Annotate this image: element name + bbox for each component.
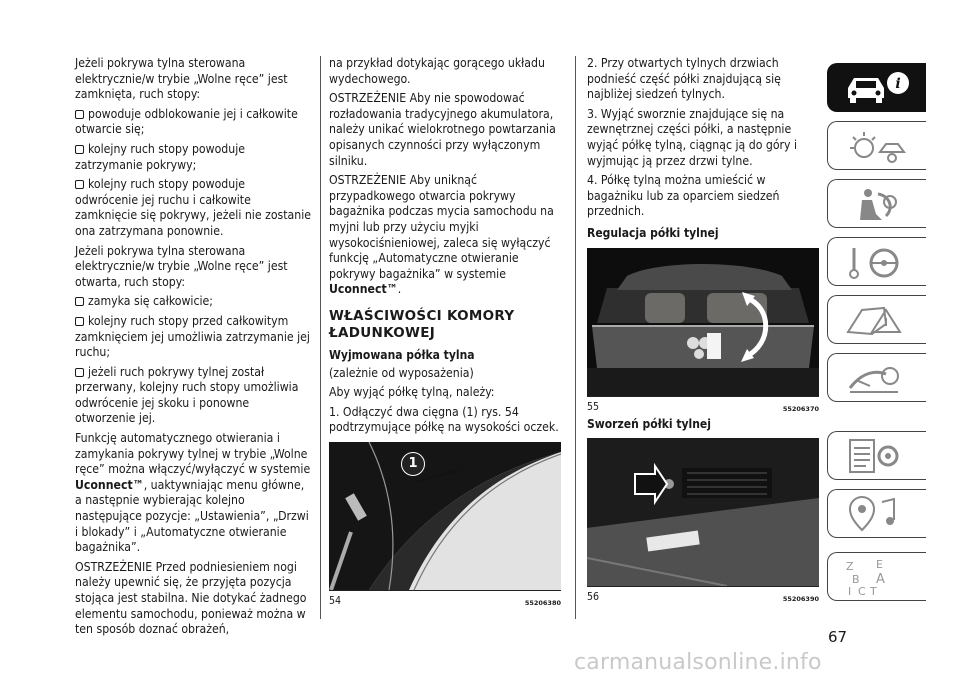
list-item: zamyka się całkowicie;	[75, 294, 311, 310]
paragraph: na przykład dotykając gorącego układu wydechowego.	[329, 56, 545, 86]
alphabetical-index-icon	[842, 557, 912, 597]
figure-caption	[587, 396, 819, 413]
list-item: powoduje odblokowanie jej i całkowite otwarcie się;	[75, 106, 298, 137]
list-item: jeżeli ruch pokrywy tylnej został przerwany, kolejny ruch stopy umożliwia odwrócenie jej skoku i ponowne otworzenie jej.	[75, 364, 299, 426]
chapter-tab-index[interactable]	[827, 552, 926, 601]
callout-badge: 1	[401, 452, 425, 476]
list-item: kolejny ruch stopy przed całkowitym zamknięciem jej umożliwia zatrzymanie jej ruchu;	[75, 313, 310, 360]
figure-caption	[329, 590, 561, 607]
figure-code: 55206370	[782, 404, 819, 413]
paragraph: Jeżeli pokrywa tylna sterowana elektrycznie/w trybie „Wolne ręce” jest otwarta, ruch stopy:	[75, 243, 288, 289]
multimedia-icon	[842, 494, 912, 534]
svg-text:B: B	[852, 573, 860, 586]
service-maintenance-icon	[842, 358, 912, 398]
list-item: kolejny ruch stopy powoduje odwrócenie jej ruchu i całkowite zamknięcie się pokrywy, jeżeli nie zostanie ona zatrzymana ponownie.	[75, 177, 312, 238]
figure-code: 55206390	[782, 595, 819, 604]
svg-text:E: E	[876, 558, 883, 571]
chapter-tab-multimedia[interactable]	[827, 489, 926, 538]
chapter-tab-servicing[interactable]	[827, 353, 926, 402]
watermark: carmanualsonline.info	[574, 650, 822, 675]
paragraph: Jeżeli pokrywa tylna sterowana elektrycznie/w trybie „Wolne ręce” jest zamknięta, ruch stopy:	[75, 56, 288, 102]
section-heading: WŁAŚCIWOŚCI KOMORY ŁADUNKOWEJ	[329, 307, 515, 341]
airbag-safety-icon	[842, 184, 912, 224]
chapter-tab-safety[interactable]	[827, 179, 926, 228]
warning-paragraph: OSTRZEŻENIE Przed podniesieniem nogi należy upewnić się, że przyjęta pozycja stojąca jest stabilna. Nie dotykać żadnego elementu samochodu, ponieważ można w ten sposób doznać obrażeń,	[75, 559, 307, 637]
figure-code: 55206380	[524, 598, 561, 607]
emergency-icon	[842, 300, 912, 340]
svg-text:Z: Z	[846, 560, 854, 573]
column-divider-right	[575, 56, 576, 619]
uconnect-term: Uconnect™	[329, 282, 398, 297]
warning-paragraph: OSTRZEŻENIE Aby uniknąć przypadkowego otwarcia pokrywy bagażnika podczas mycia samochodu na myjni lub przy użyciu myjki wysokociśnieniowej, zaleca się wyłączyć funkcję „Automatyczne otwieranie pokrywy bagażnika” w systemie Uconnect™.	[329, 173, 554, 297]
svg-text:A: A	[876, 572, 885, 587]
page-number: 67	[828, 628, 848, 646]
chapter-tab-driving[interactable]	[827, 237, 926, 286]
checkbox-bullet-icon	[75, 297, 84, 306]
checkbox-bullet-icon	[75, 145, 84, 154]
text-column-1	[75, 56, 311, 642]
technical-data-icon	[842, 436, 912, 476]
svg-text:i: i	[895, 76, 901, 92]
subsection-heading: Wyjmowana półka tylna	[329, 347, 475, 362]
subsection-heading: Sworzeń półki tylnej	[587, 416, 711, 431]
figure-54-image	[329, 442, 561, 590]
controls-steering-icon	[842, 242, 912, 282]
paragraph: Funkcję automatycznego otwierania i zamykania pokrywy tylnej w trybie „Wolne ręce” można włączyć/wyłączyć w systemie Uconnect™, uaktywniając menu główne, a następnie wybierając kolejno następujące pozycje: „Ustawienia”, „Drzwi i blokady” i „Automatyczne otwieranie bagażnika”.	[75, 431, 311, 555]
shelf-cord-photo	[329, 442, 561, 590]
uconnect-term: Uconnect™	[75, 477, 144, 492]
figure-number: 54	[329, 594, 342, 607]
chapter-tab-vehicle-info[interactable]	[827, 63, 926, 112]
car-info-icon	[842, 68, 912, 108]
shelf-adjustment-photo	[587, 248, 819, 396]
figure-number: 56	[587, 591, 600, 604]
paragraph: (zależnie od wyposażenia)	[329, 365, 474, 380]
chapter-tab-technical-data[interactable]	[827, 431, 926, 480]
subsection-heading: Regulacja półki tylnej	[587, 225, 719, 240]
paragraph: 4. Półkę tylną można umieścić w bagażniku lub za oparciem siedzeń przednich.	[587, 173, 780, 219]
chapter-tab-emergency[interactable]	[827, 295, 926, 344]
svg-text:C: C	[858, 585, 866, 597]
list-item: kolejny ruch stopy powoduje zatrzymanie pokrywy;	[75, 141, 245, 172]
paragraph: 1. Odłączyć dwa cięgna (1) rys. 54 podtrzymujące półkę na wysokości oczek.	[329, 404, 559, 435]
column-divider-left	[320, 56, 321, 619]
dashboard-lights-icon	[842, 126, 912, 166]
figure-caption	[587, 586, 819, 603]
checkbox-bullet-icon	[75, 317, 84, 326]
paragraph: 3. Wyjąć sworznie znajdujące się na zewnętrznej części półki, a następnie wyjąć półkę tylną, ciągnąc ją do góry i wyjmując ją przez drzwi tylne.	[587, 106, 798, 168]
text-column-3	[587, 56, 819, 603]
checkbox-bullet-icon	[75, 110, 84, 119]
text-column-2	[329, 56, 561, 607]
svg-text:I: I	[848, 585, 852, 597]
figure-number: 55	[587, 400, 600, 413]
shelf-pin-photo	[587, 438, 819, 586]
figure-55-image	[587, 248, 819, 396]
checkbox-bullet-icon	[75, 180, 84, 189]
figure-56-image	[587, 438, 819, 586]
checkbox-bullet-icon	[75, 368, 84, 377]
paragraph: 2. Przy otwartych tylnych drzwiach podnieść część półki znajdującą się najbliżej siedzeń tylnych.	[587, 56, 781, 102]
warning-paragraph: OSTRZEŻENIE Aby nie spowodować rozładowania tradycyjnego akumulatora, należy unikać wielokrotnego powtarzania opisanych czynności przy wyłączonym silniku.	[329, 91, 556, 168]
paragraph: Aby wyjąć półkę tylną, należy:	[329, 385, 495, 400]
chapter-tab-dashboard[interactable]	[827, 121, 926, 170]
svg-text:T: T	[870, 585, 877, 597]
